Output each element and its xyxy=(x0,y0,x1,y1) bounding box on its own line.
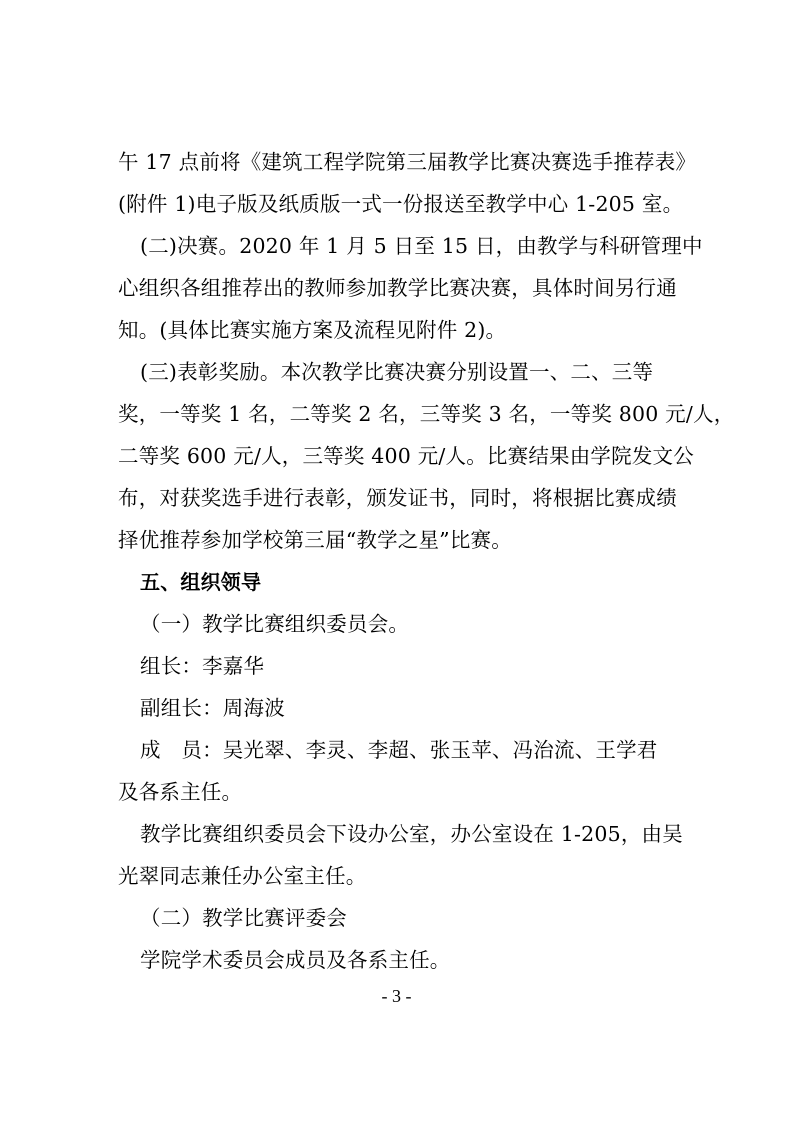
judges-heading: （二）教学比赛评委会 xyxy=(140,906,347,930)
office-line-2: 光翠同志兼任办公室主任。 xyxy=(118,864,367,888)
paragraph-1-line-1: 午 17 点前将《建筑工程学院第三届教学比赛决赛选手推荐表》 xyxy=(118,150,697,174)
paragraph-3-line-4: 布，对获奖选手进行表彰，颁发证书，同时，将根据比赛成绩 xyxy=(118,486,677,510)
paragraph-3-line-3: 二等奖 600 元/人，三等奖 400 元/人。比赛结果由学院发文公 xyxy=(118,444,694,468)
page-number: - 3 - xyxy=(381,986,412,1006)
paragraph-3-line-5: 择优推荐参加学校第三届“教学之星”比赛。 xyxy=(118,528,512,552)
committee-heading: （一）教学比赛组织委员会。 xyxy=(140,612,410,636)
paragraph-2-line-2: 心组织各组推荐出的教师参加教学比赛决赛，具体时间另行通 xyxy=(118,276,677,300)
committee-vice-leader: 副组长：周海波 xyxy=(140,696,285,720)
paragraph-2-line-3: 知。(具体比赛实施方案及流程见附件 2)。 xyxy=(118,318,507,342)
committee-members-line-2: 及各系主任。 xyxy=(118,780,243,804)
paragraph-3-line-2: 奖，一等奖 1 名，二等奖 2 名，三等奖 3 名，一等奖 800 元/人， xyxy=(118,402,735,426)
office-line-1: 教学比赛组织委员会下设办公室，办公室设在 1-205，由吴 xyxy=(140,822,683,846)
committee-members-line-1: 成 员：吴光翠、李灵、李超、张玉苹、冯治流、王学君 xyxy=(140,738,658,762)
paragraph-1-line-2: (附件 1)电子版及纸质版一式一份报送至教学中心 1-205 室。 xyxy=(118,192,684,216)
paragraph-3-line-1: (三)表彰奖励。本次教学比赛决赛分别设置一、二、三等 xyxy=(140,360,654,384)
committee-leader: 组长：李嘉华 xyxy=(140,654,265,678)
section-5-title: 五、组织领导 xyxy=(140,570,262,594)
judges-content: 学院学术委员会成员及各系主任。 xyxy=(140,948,451,972)
paragraph-2-line-1: (二)决赛。2020 年 1 月 5 日至 15 日，由教学与科研管理中 xyxy=(140,234,703,258)
